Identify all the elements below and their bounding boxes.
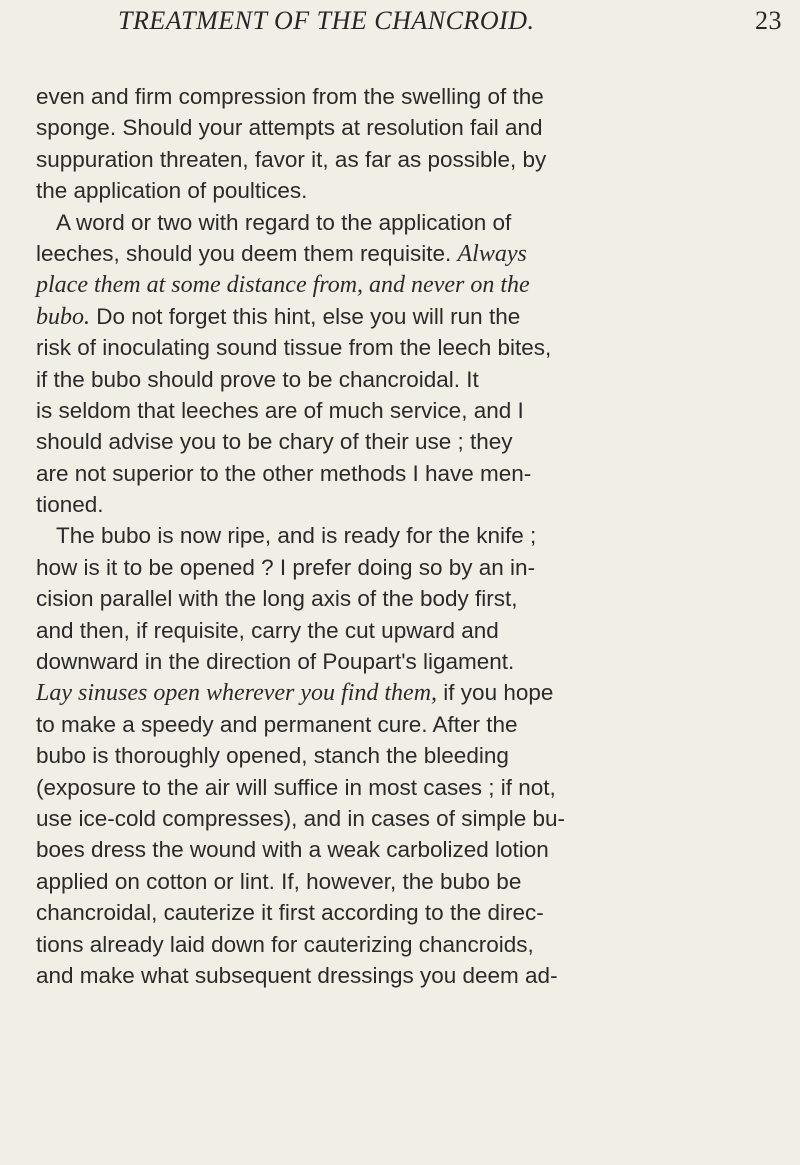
text-line xyxy=(36,269,716,300)
text-segment: tioned. xyxy=(36,492,104,518)
text-segment: tions already laid down for cauterizing chancroids, xyxy=(36,931,534,957)
text-segment: The bubo is now ripe, and is ready for the knife ; xyxy=(56,523,537,549)
text-segment: bubo is thoroughly opened, stanch the bleeding xyxy=(36,743,509,769)
text-segment: (exposure to the air will suffice in most cases ; if not, xyxy=(36,774,556,800)
text-line xyxy=(36,332,716,363)
text-segment: applied on cotton or lint. If, however, the bubo be xyxy=(36,868,522,894)
text-line xyxy=(36,740,716,771)
running-head xyxy=(118,6,782,46)
page-number: 23 xyxy=(755,6,782,35)
text-line xyxy=(36,803,716,834)
text-line xyxy=(36,834,716,865)
text-segment: risk of inoculating sound tissue from the leech bites, xyxy=(36,335,552,361)
text-segment: leeches, should you deem them requisite. xyxy=(36,240,458,266)
text-line xyxy=(36,144,716,175)
text-line xyxy=(36,175,716,206)
text-line xyxy=(36,395,716,426)
text-line xyxy=(36,772,716,803)
text-segment: how is it to be opened ? I prefer doing so by an in- xyxy=(36,554,536,580)
text-line xyxy=(36,458,716,489)
text-segment: are not superior to the other methods I have men- xyxy=(36,460,532,486)
text-segment: if you hope xyxy=(437,680,554,706)
italic-segment: bubo. xyxy=(36,303,90,330)
text-line xyxy=(36,426,716,457)
text-segment: chancroidal, cauterize it first according to the direc- xyxy=(36,900,544,926)
text-line xyxy=(36,677,716,708)
text-line xyxy=(36,520,716,551)
text-line xyxy=(36,301,716,332)
italic-segment: place them at some distance from, and never on the xyxy=(36,272,530,299)
text-segment: sponge. Should your attempts at resolution fail and xyxy=(36,115,543,141)
text-line xyxy=(36,583,716,614)
text-line xyxy=(36,552,716,583)
text-line xyxy=(36,81,716,112)
text-segment: boes dress the wound with a weak carbolized lotion xyxy=(36,837,549,863)
text-segment: use ice-cold compresses), and in cases of simple bu- xyxy=(36,805,565,831)
text-line xyxy=(36,207,716,238)
text-segment: the application of poultices. xyxy=(36,178,308,204)
text-line xyxy=(36,238,716,269)
text-line xyxy=(36,897,716,928)
text-segment: A word or two with regard to the application of xyxy=(56,209,512,235)
text-segment: to make a speedy and permanent cure. After the xyxy=(36,711,518,737)
text-segment: and then, if requisite, carry the cut upward and xyxy=(36,617,499,643)
text-line xyxy=(36,489,716,520)
text-line xyxy=(36,112,716,143)
text-line xyxy=(36,364,716,395)
text-line xyxy=(36,960,716,991)
text-segment: is seldom that leeches are of much service, and I xyxy=(36,397,524,423)
text-line xyxy=(36,866,716,897)
text-segment: even and firm compression from the swelling of the xyxy=(36,84,544,109)
text-segment: and make what subsequent dressings you deem ad- xyxy=(36,962,558,988)
chapter-title: TREATMENT OF THE CHANCROID. xyxy=(118,6,535,35)
text-line xyxy=(36,646,716,677)
text-line xyxy=(36,615,716,646)
italic-segment: Always xyxy=(457,240,527,267)
body-text xyxy=(36,81,716,991)
text-segment: cision parallel with the long axis of the body first, xyxy=(36,586,518,612)
text-line xyxy=(36,929,716,960)
text-segment: downward in the direction of Poupart's ligament. xyxy=(36,649,515,675)
text-segment: Do not forget this hint, else you will run the xyxy=(90,303,521,329)
italic-segment: Lay sinuses open wherever you find them, xyxy=(36,680,438,707)
text-line xyxy=(36,709,716,740)
text-segment: should advise you to be chary of their use ; they xyxy=(36,429,513,455)
text-segment: suppuration threaten, favor it, as far as possible, by xyxy=(36,146,547,172)
text-segment: if the bubo should prove to be chancroidal. It xyxy=(36,366,479,392)
